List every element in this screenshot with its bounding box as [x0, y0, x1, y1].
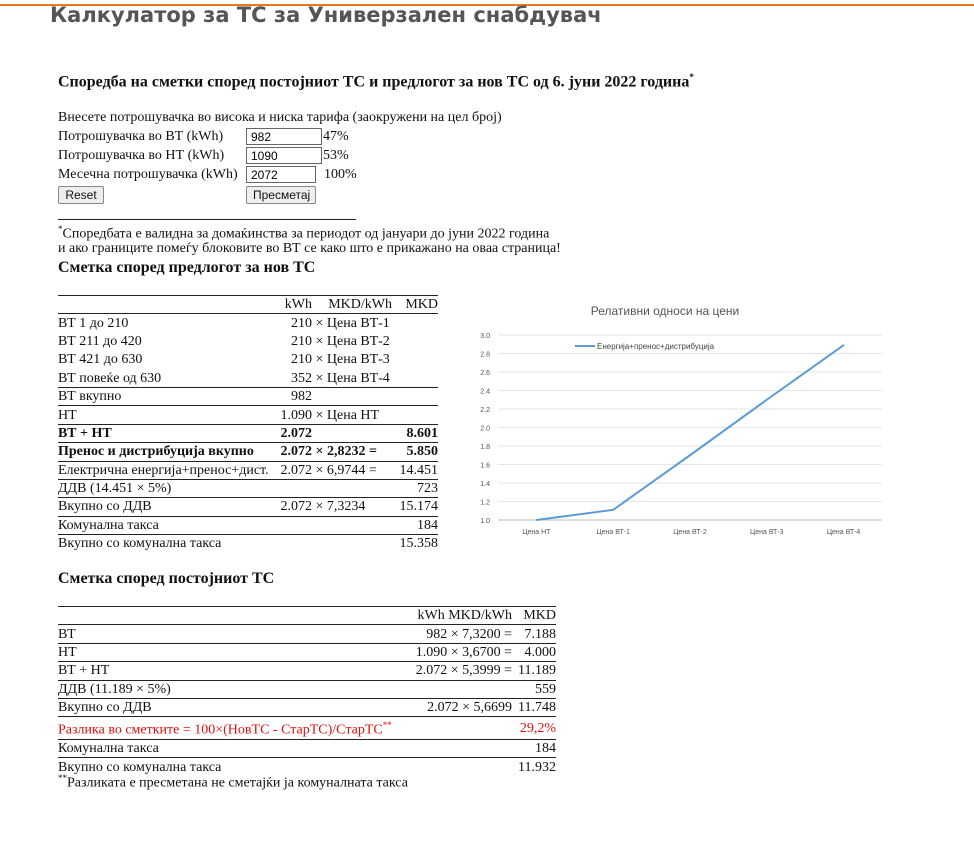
reset-button[interactable]: Reset	[58, 186, 104, 204]
row-mkd: 14.451	[392, 461, 438, 479]
legend-label: Енергија+пренос+дистрибуција	[597, 342, 715, 351]
row-calc	[398, 680, 512, 698]
y-tick-label: 1.2	[480, 499, 490, 507]
row-kwh: 2.072	[272, 424, 312, 442]
table-row	[58, 698, 556, 716]
y-tick-label: 2.2	[480, 407, 490, 414]
series-line	[536, 345, 843, 520]
data-point	[612, 509, 614, 511]
table-row	[58, 406, 438, 424]
row-kwh: 210	[291, 352, 312, 368]
y-tick-label: 2.0	[480, 425, 490, 433]
row-label: ВТ + НТ	[58, 662, 398, 680]
row-label: ВТ 1 до 210	[58, 315, 129, 331]
table-row	[58, 479, 438, 497]
row-label: ВТ 421 до 630	[58, 352, 143, 368]
row-calc	[398, 717, 512, 740]
footnote-text-1: Споредбата е валидна за домаќинства за периодот од јануари до јуни 2022 година	[62, 226, 550, 242]
data-point	[843, 344, 845, 346]
y-tick-label: 2.8	[480, 351, 490, 359]
table-row	[58, 680, 556, 698]
row-kwh: 2.072	[272, 461, 312, 479]
row-label: ВТ 211 до 420	[58, 333, 142, 349]
table-row	[58, 498, 438, 516]
row-label: Електрична енергија+пренос+дист.	[58, 461, 272, 479]
old-bill-footnote-text: Разликата е пресметана не сметајќи ја комуналната такса	[67, 775, 408, 791]
monthly-percent: 100%	[324, 167, 357, 182]
footnote-line-1	[58, 224, 549, 243]
y-tick-label: 1.8	[480, 444, 490, 451]
x-tick-label: Цена ВТ-2	[673, 529, 707, 536]
row-price	[312, 479, 392, 497]
row-mkd	[392, 351, 438, 369]
x-tick-label: Цена НТ	[522, 529, 551, 536]
row-calc: 2.072 × 5,6699	[398, 698, 512, 716]
x-tick-label: Цена ВТ-4	[826, 529, 861, 536]
row-mkd: 11.932	[518, 759, 556, 775]
difference-mark: **	[382, 720, 392, 731]
vt-label: Потрошувачка во ВТ (kWh)	[58, 129, 224, 144]
table-row	[58, 625, 556, 643]
vt-consumption-input[interactable]	[246, 128, 322, 145]
old-bill-footnote	[58, 773, 408, 792]
row-label: ВТ вкупно	[58, 387, 272, 405]
row-label: Вкупно со комунална такса	[58, 759, 222, 775]
table-row	[58, 424, 438, 442]
col-kwh: kWh	[272, 296, 312, 314]
row-kwh: 210	[291, 333, 312, 349]
row-mkd: 11.748	[512, 698, 556, 716]
row-mkd	[392, 369, 438, 387]
row-mkd	[392, 332, 438, 350]
calculate-button[interactable]: Пресметај	[246, 186, 316, 204]
row-mkd: 184	[512, 740, 556, 758]
monthly-consumption-input[interactable]	[246, 166, 316, 183]
row-price: × 2,8232 =	[312, 443, 392, 461]
row-mkd	[392, 387, 438, 405]
footnote-line-2: и ако границите помеѓу блоковите во ВТ се како што е прикажано на оваа страница!	[58, 241, 561, 256]
chart-grid	[498, 335, 882, 520]
y-tick-label: 1.0	[480, 518, 490, 525]
row-mkd: 184	[392, 516, 438, 534]
row-price	[312, 516, 392, 534]
row-calc: 1.090 × 3,6700 =	[398, 643, 512, 661]
table-row	[58, 351, 438, 369]
data-point	[536, 519, 538, 521]
nt-consumption-input[interactable]	[246, 147, 322, 164]
comparison-heading-text: Споредба на сметки според постојниот ТС и предлогот за нов ТС од 6. јуни 2022 година	[58, 73, 690, 91]
heading-asterisk: *	[689, 72, 694, 82]
chart-x-ticks	[522, 529, 860, 536]
table-row	[58, 643, 556, 661]
monthly-label: Месечна потрошувачка (kWh)	[58, 167, 238, 182]
row-label: Разлика во сметките = 100×(НовТС - СтарТС)/СтарТС**	[58, 717, 398, 740]
table-row	[58, 387, 438, 405]
row-label: ВТ повеќе од 630	[58, 369, 272, 387]
x-tick-label: Цена ВТ-3	[750, 529, 784, 536]
row-mkd: 8.601	[392, 424, 438, 442]
row-mkd	[392, 406, 438, 424]
table-row	[58, 369, 438, 387]
row-label: ВТ	[58, 625, 398, 643]
price-ratio-chart	[470, 295, 890, 545]
row-kwh	[272, 479, 312, 497]
row-kwh: 210	[291, 315, 312, 331]
y-tick-label: 3.0	[480, 333, 490, 340]
table-row	[58, 314, 438, 332]
chart-points	[536, 344, 845, 520]
row-kwh	[272, 535, 312, 553]
row-label: НТ	[58, 643, 398, 661]
chart-legend	[575, 342, 715, 351]
row-calc	[398, 758, 512, 776]
row-mkd: 29,2%	[512, 717, 556, 740]
nt-percent: 53%	[323, 148, 349, 163]
y-tick-label: 1.6	[480, 462, 490, 470]
row-price	[312, 535, 392, 553]
col-kwh-price: kWh MKD/kWh	[398, 607, 512, 625]
row-calc	[398, 740, 512, 758]
new-bill-header-row	[58, 296, 438, 314]
row-price	[312, 387, 392, 405]
row-label: Вкупно со ДДВ	[58, 698, 398, 716]
row-mkd	[392, 314, 438, 332]
x-tick-label: Цена ВТ-1	[596, 529, 630, 536]
table-row	[58, 740, 556, 758]
instructions-text: Внесете потрошувачка во висока и ниска тарифа (заокружени на цел број)	[58, 110, 502, 125]
row-calc: 982 × 7,3200 =	[398, 625, 512, 643]
row-mkd: 559	[512, 680, 556, 698]
row-label: НТ	[58, 406, 272, 424]
row-label: ВТ + НТ	[58, 424, 272, 442]
row-mkd: 723	[392, 479, 438, 497]
row-price: × Цена НТ	[312, 406, 392, 424]
table-row	[58, 461, 438, 479]
chart-y-ticks	[480, 333, 490, 525]
footnote-asterisk: *	[58, 224, 63, 234]
difference-row	[58, 717, 556, 740]
row-price: × Цена ВТ-3	[315, 352, 390, 368]
row-kwh: 1.090	[272, 406, 312, 424]
row-kwh: 352	[272, 369, 312, 387]
row-kwh: 982	[272, 387, 312, 405]
row-price: × Цена ВТ-2	[315, 333, 390, 349]
col-price: MKD/kWh	[312, 296, 392, 314]
row-mkd: 4.000	[512, 643, 556, 661]
old-bill-table	[58, 607, 556, 777]
data-point	[766, 399, 768, 401]
old-bill-header-row	[58, 607, 556, 625]
row-label: Вкупно со ДДВ	[58, 498, 272, 516]
old-bill-heading: Сметка според постојниот ТС	[58, 570, 275, 587]
row-label: Комунална такса	[58, 740, 398, 758]
y-tick-label: 2.4	[480, 388, 490, 396]
comparison-heading	[58, 72, 694, 91]
row-kwh	[272, 516, 312, 534]
row-kwh: 2.072	[272, 443, 312, 461]
row-price: × Цена ВТ-1	[315, 315, 390, 331]
row-mkd: 7.188	[512, 625, 556, 643]
footnote-divider	[58, 219, 356, 220]
y-tick-label: 2.6	[480, 370, 490, 377]
vt-percent: 47%	[323, 129, 349, 144]
row-label: Пренос и дистрибуција вкупно	[58, 443, 272, 461]
col-mkd: MKD	[512, 607, 556, 625]
nt-label: Потрошувачка во НТ (kWh)	[58, 148, 225, 163]
new-bill-heading: Сметка според предлогот за нов ТС	[58, 259, 316, 276]
page-title: Калкулатор за ТС за Универзален снабдувач	[50, 3, 602, 27]
table-row	[58, 516, 438, 534]
table-row	[58, 535, 438, 553]
row-calc: 2.072 × 5,3999 =	[398, 662, 512, 680]
row-label: Вкупно со комунална такса	[58, 536, 222, 552]
table-row	[58, 332, 438, 350]
table-row	[58, 662, 556, 680]
row-kwh: 2.072	[272, 498, 312, 516]
row-price: × 7,3234	[312, 498, 392, 516]
data-point	[689, 454, 691, 456]
chart-title: Релативни односи на цени	[590, 304, 740, 318]
row-label: Комунална такса	[58, 516, 272, 534]
row-mkd: 15.358	[399, 536, 438, 552]
row-price: × Цена ВТ-4	[312, 369, 392, 387]
row-mkd: 5.850	[392, 443, 438, 461]
row-price: × 6,9744 =	[312, 461, 392, 479]
row-price	[312, 424, 392, 442]
row-label: ДДВ (11.189 × 5%)	[58, 680, 398, 698]
footnote-double-asterisk: **	[58, 773, 67, 783]
row-mkd: 15.174	[392, 498, 438, 516]
new-bill-table	[58, 296, 438, 553]
row-mkd: 11.189	[512, 662, 556, 680]
row-label: ДДВ (14.451 × 5%)	[58, 479, 272, 497]
col-mkd: MKD	[392, 296, 438, 314]
table-row	[58, 443, 438, 461]
y-tick-label: 1.4	[480, 481, 490, 488]
